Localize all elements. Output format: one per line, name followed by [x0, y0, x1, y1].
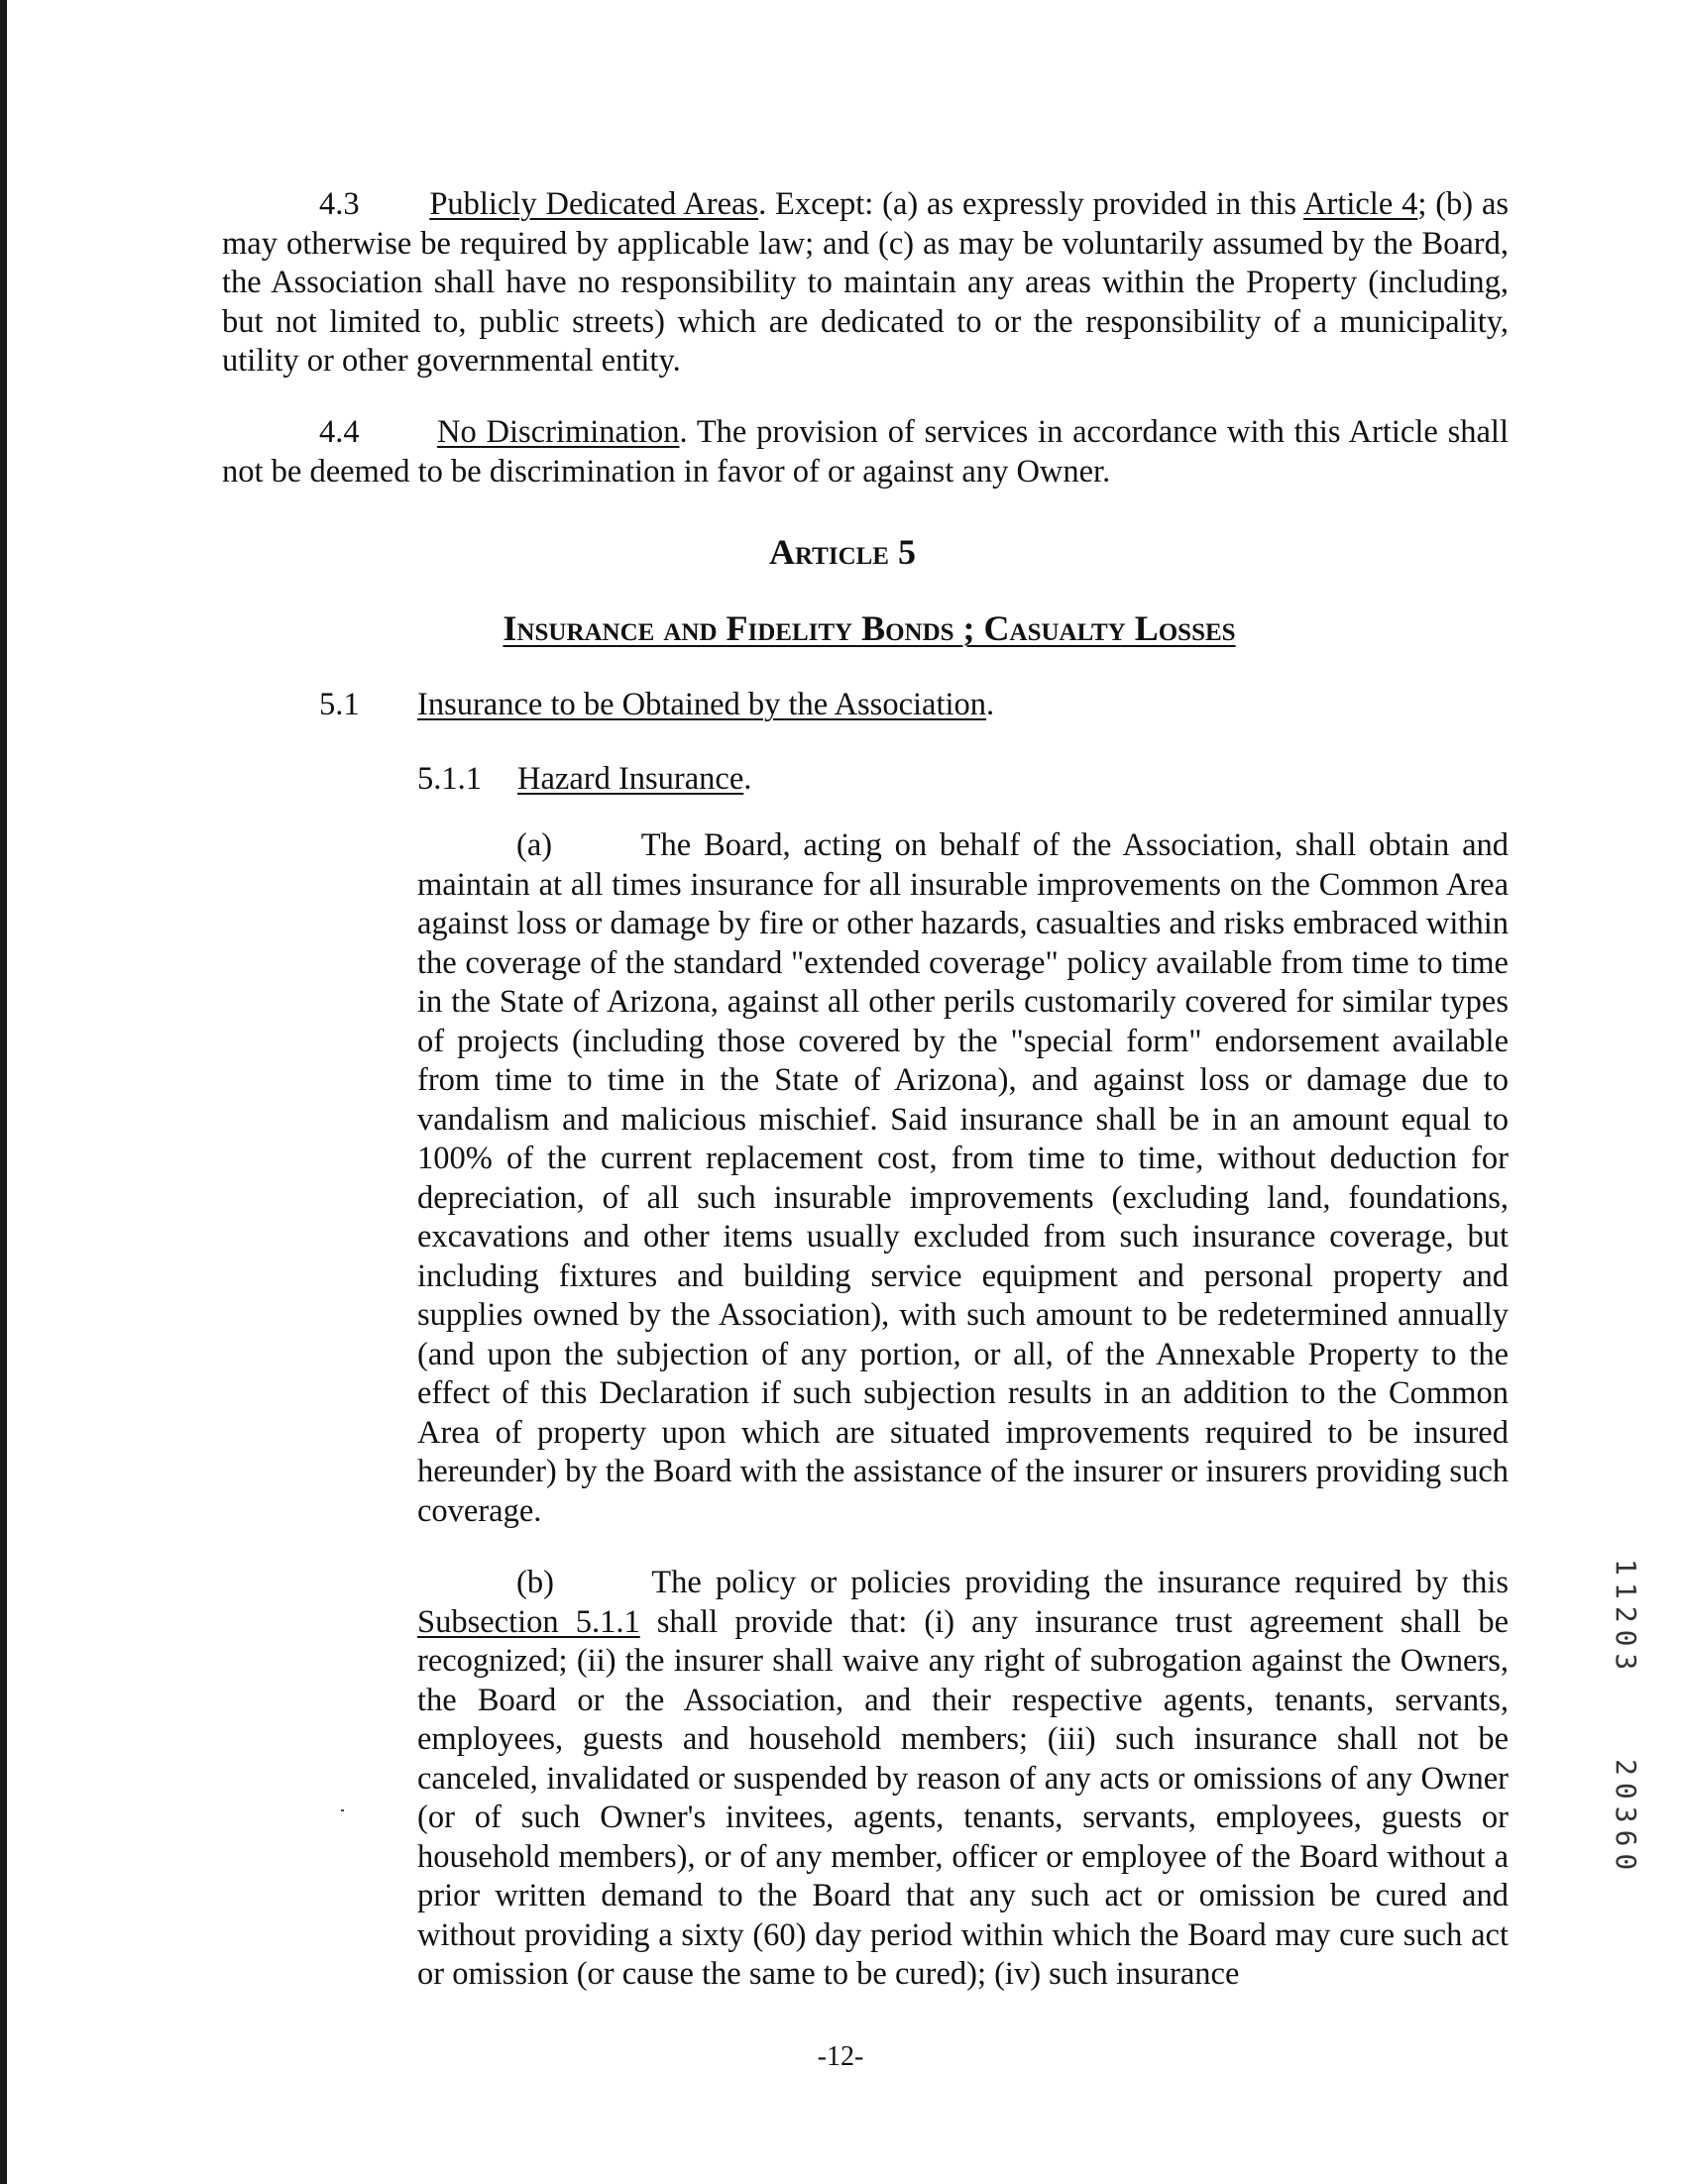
section-5-1-1	[417, 760, 482, 800]
section-5-1-1-title: Hazard Insurance	[517, 761, 744, 797]
paragraph-b	[417, 1564, 1509, 1995]
section-5-1-number: 5.1	[319, 687, 360, 722]
scan-speck	[341, 1809, 344, 1811]
recording-number-stamp-top: 11203	[1610, 1559, 1642, 1678]
section-5-1-title: Insurance to be Obtained by the Association	[417, 687, 987, 722]
paragraph-b-label: (b)	[516, 1565, 554, 1600]
paragraph-a	[417, 826, 1509, 1531]
section-5-1	[319, 686, 360, 725]
paragraph-b-text-a: The policy or policies providing the insurance required by this	[651, 1565, 1510, 1600]
section-5-1-1-heading: Hazard Insurance.	[517, 761, 752, 797]
section-4-4-text: . The provision of services in accordance with this Article shall not be deemed to be discrimination in favor of or against any Owner.	[222, 414, 1509, 490]
section-5-1-heading: Insurance to be Obtained by the Association.	[417, 687, 995, 722]
paragraph-a-label: (a)	[516, 827, 553, 863]
article-4-reference: Article 4	[1303, 186, 1418, 222]
recording-number-stamp-bottom: 20360	[1610, 1759, 1642, 1878]
page-number: -12-	[817, 2041, 864, 2072]
scan-edge	[0, 0, 7, 2184]
paragraph-a-text: The Board, acting on behalf of the Association, shall obtain and maintain at all times insurance for all insurable improvements on the Common Area against loss or damage by fire or other hazards, casualties and risks embraced within the coverage of the standard "extended coverage" policy available from time to time in the State of Arizona, against all other perils customarily covered for similar types of projects (including those covered by the "special form" endorsement available from time to time in the State of Arizona), and against loss or damage due to vandalism and malicious mischief. Said insurance shall be in an amount equal to 100% of the current replacement cost, from time to time, without deduction for depreciation, of all such insurable improvements (excluding land, foundations, excavations and other items usually excluded from such insurance coverage, but including fixtures and building service equipment and personal property and supplies owned by the Association), with such amount to be redetermined annually (and upon the subjection of any portion, or all, of the Annexable Property to the effect of this Declaration if such subjection results in an addition to the Common Area of property upon which are situated improvements required to be insured hereunder) by the Board with the assistance of the insurer or insurers providing such coverage.	[417, 827, 1510, 1529]
section-4-3-number: 4.3	[319, 186, 360, 222]
section-4-3	[222, 185, 1509, 382]
paragraph-b-text-b: shall provide that: (i) any insurance trust agreement shall be recognized; (ii) the insurer shall waive any right of subrogation against the Owners, the Board or the Association, and their respective agents, tenants, servants, employees, guests and household members; (iii) such insurance shall not be canceled, invalidated or suspended by reason of any acts or omissions of any Owner (or of such Owner's invitees, agents, tenants, servants, employees, guests or household members), or of any member, officer or employee of the Board without a prior written demand to the Board that any such act or omission be cured and without providing a sixty (60) day period within which the Board may cure such act or omission (or cause the same to be cured); (iv) such insurance	[417, 1603, 1510, 1992]
section-4-4-title: No Discrimination	[437, 414, 680, 450]
section-5-1-1-number: 5.1.1	[417, 761, 482, 797]
article-subtitle: Insurance and Fidelity Bonds ; Casualty Losses	[503, 608, 1236, 648]
section-4-4-number: 4.4	[319, 414, 360, 450]
section-4-3-text-a: . Except: (a) as expressly provided in this	[758, 186, 1304, 222]
section-4-3-title: Publicly Dedicated Areas	[429, 186, 759, 222]
section-4-4	[222, 413, 1509, 491]
subsection-5-1-1-reference: Subsection 5.1.1	[417, 1603, 640, 1640]
section-4-3-text-b: ; (b) as may otherwise be required by applicable law; and (c) as may be voluntarily assumed by the Board, the Association shall have no responsibility to maintain any areas within the Property (including, but not limited to, public streets) which are dedicated to or the responsibility of a municipality, utility or other governmental entity.	[222, 186, 1510, 379]
article-title: Article 5	[769, 532, 916, 572]
